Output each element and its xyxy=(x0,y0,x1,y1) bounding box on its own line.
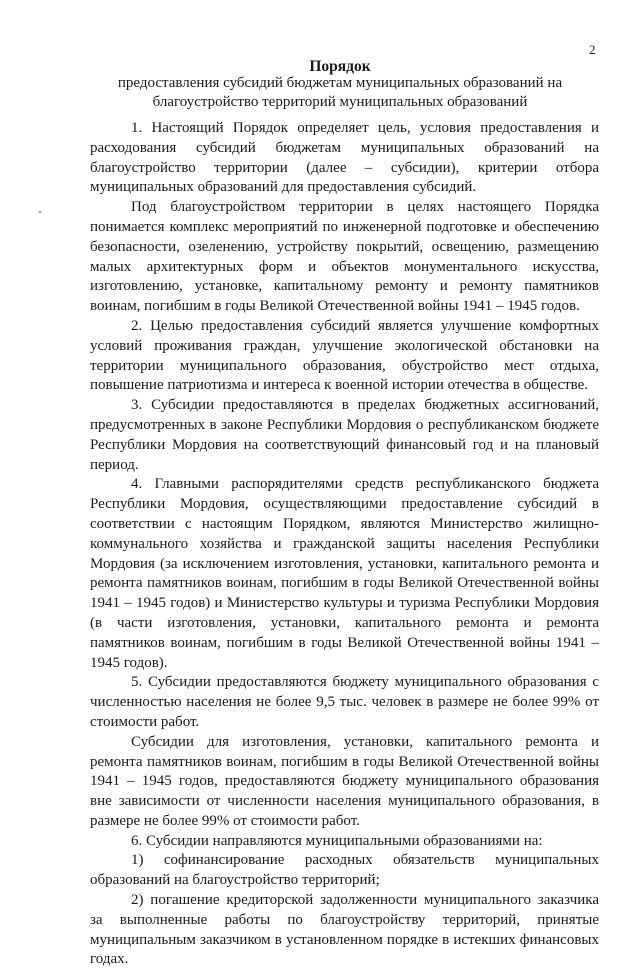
paragraph-5: 4. Главными распорядителями средств республиканского бюджета Республики Мордовия, осуществляющими предоставление субсидий в соответствии с настоящим Порядком, являются Министерство жилищно-коммунального хозяйства и гражданской защиты населения Республики Мордовия (за исключением изготовления, установки, капитального ремонта и ремонта памятников воинам, погибшим в годы Великой Отечественной войны 1941 – 1945 годов) и Министерство культуры и туризма Республики Мордовия (в части изготовления, установки, капитального ремонта и ремонта памятников воинам, погибшим в годы Великой Отечественной войны 1941 – 1945 годов). xyxy=(90,476,599,671)
paragraph-6: 5. Субсидии предоставляются бюджету муниципального образования с численностью населения не более 9,5 тыс. человек в размере не более 99% от стоимости работ. xyxy=(90,674,599,730)
paragraph-10: 2) погашение кредиторской задолженности муниципального заказчика за выполненные работы по благоустройству территорий, принятые муниципальным заказчиком в установленном порядке в истекших финансовых годах. xyxy=(90,892,599,968)
page-number: 2 xyxy=(589,42,596,57)
paragraph-9: 1) софинансирование расходных обязательств муниципальных образований на благоустройство территорий; xyxy=(90,852,599,889)
paragraph-3: 2. Целью предоставления субсидий является улучшение комфортных условий проживания граждан, улучшение экологической обстановки на территории муниципального образования, обустройство мест отдыха, повышение патриотизма и интереса к военной истории отечества в обществе. xyxy=(90,317,599,394)
paragraph-8: 6. Субсидии направляются муниципальными образованиями на: xyxy=(131,832,543,849)
document-subtitle: предоставления субсидий бюджетам муниципальных образований на благоустройство территорий муниципальных образований xyxy=(117,75,563,110)
paragraph-4: 3. Субсидии предоставляются в пределах бюджетных ассигнований, предусмотренных в законе Республики Мордовия о республиканском бюджете Республики Мордовия на соответствующий финансовый год и на плановый период. xyxy=(90,397,599,473)
paragraph-1: 1. Настоящий Порядок определяет цель, условия предоставления и расходования субсидий бюджетам муниципальных образований на благоустройство территории (далее – субсидии), критерии отбора муниципальных образований для предоставления субсидий. xyxy=(90,120,599,196)
paragraph-7: Субсидии для изготовления, установки, капитального ремонта и ремонта памятников воинам, погибшим в годы Великой Отечественной войны 1941 – 1945 годов, предоставляются бюджету муниципального образования вне зависимости от численности населения муниципального образования, в размере не более 99% от стоимости работ. xyxy=(90,733,599,829)
paragraph-2: Под благоустройством территории в целях настоящего Порядка понимается комплекс мероприятий по инженерной подготовке и обеспечению безопасности, озеленению, устройству покрытий, освещению, размещению малых архитектурных форм и объектов монументального искусства, изготовлению, установке, капитальному ремонту и ремонту памятников воинам, погибшим в годы Великой Отечественной войны 1941 – 1945 годов. xyxy=(90,199,599,315)
document-body xyxy=(90,119,599,970)
margin-speck xyxy=(39,211,41,213)
document-title: Порядок xyxy=(309,58,371,75)
